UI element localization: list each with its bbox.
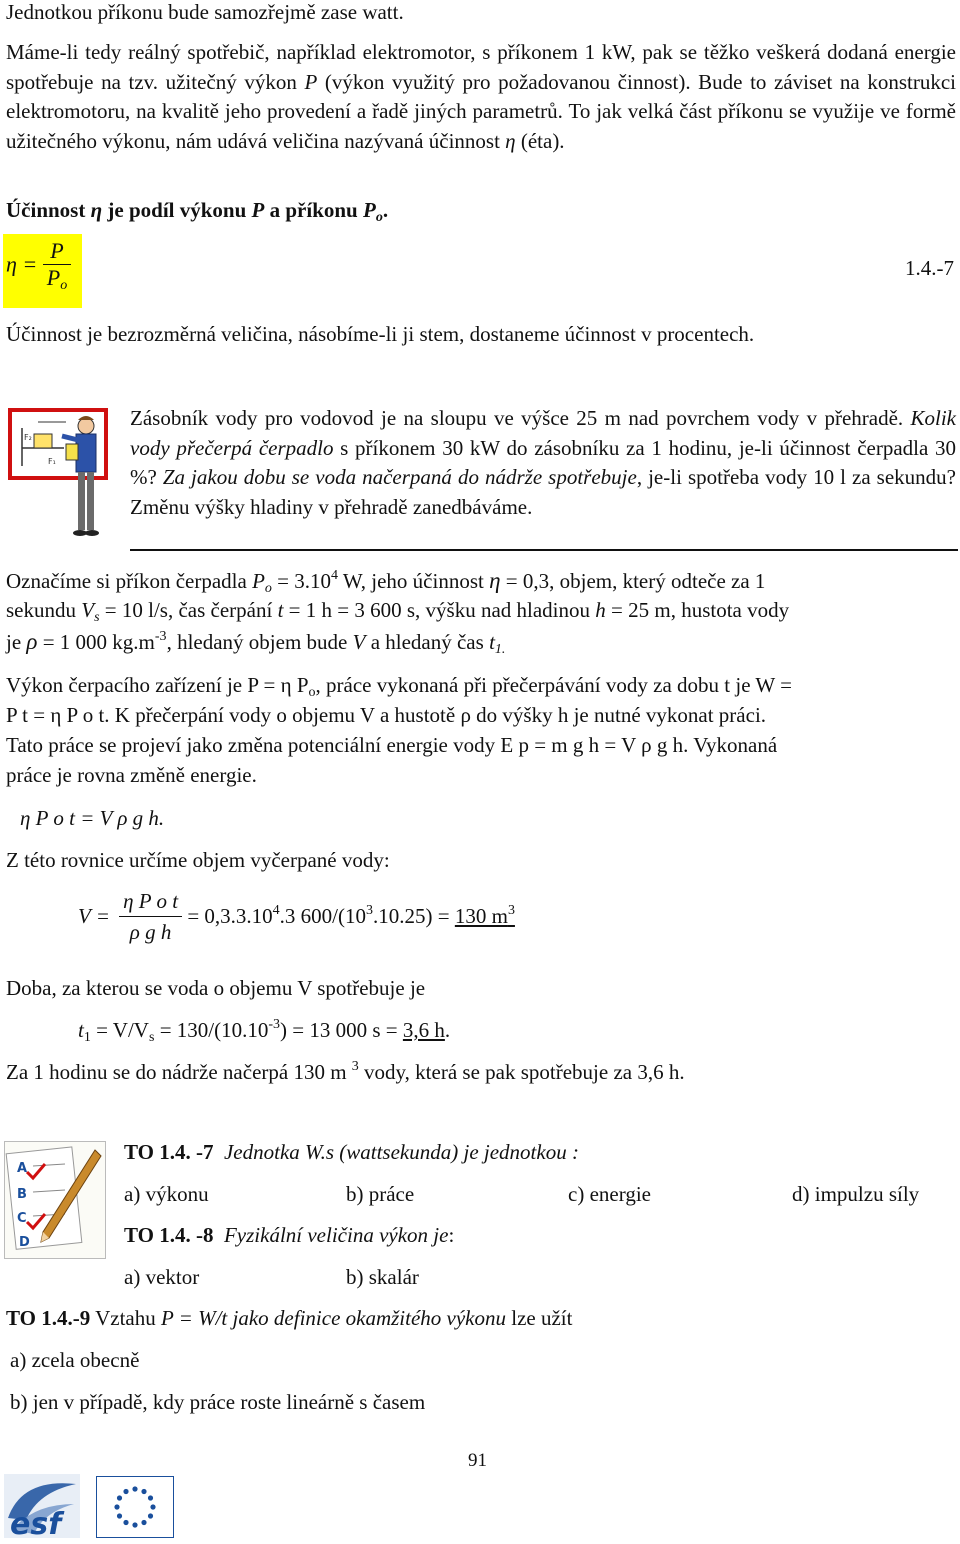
text-run: , práce vykonaná při přečerpávání vody za dobu t je W = xyxy=(315,673,792,697)
power-line-4: práce je rovna změně energie. xyxy=(6,763,257,787)
option-7b[interactable]: b) práce xyxy=(346,1182,415,1206)
denominator: ρ g h xyxy=(129,920,172,944)
equation-number: 1.4.-7 xyxy=(905,256,954,280)
question-label: TO 1.4. -8 xyxy=(124,1223,214,1247)
question-italic: Kolik vody přečerpá čerpadlo xyxy=(130,406,956,460)
superscript: -3 xyxy=(268,1017,281,1032)
subscript: o xyxy=(375,210,383,225)
symbol-h: h xyxy=(595,598,606,622)
text-run: je podíl výkonu xyxy=(102,198,252,222)
question-italic: Za jakou dobu se voda načerpaná do nádrže spotřebuje xyxy=(162,465,637,489)
symbol-V: V xyxy=(352,630,366,654)
equation-lhs: V = xyxy=(78,904,110,928)
text-run: = 25 m, hustota vody xyxy=(605,598,790,622)
text-run: = V/V xyxy=(90,1018,149,1042)
text-run: . xyxy=(382,198,389,222)
text-run: sekundu xyxy=(6,598,82,622)
test-sheet-pencil-icon xyxy=(5,1142,105,1258)
text-run: vody, která se pak spotřebuje za 3,6 h. xyxy=(358,1060,685,1084)
symbol-P: P xyxy=(46,265,61,290)
equation-lhs: η = xyxy=(6,251,38,277)
text-run: .3 600/(10 xyxy=(279,904,366,928)
given-line-1 xyxy=(6,566,956,597)
equation-time xyxy=(78,1016,878,1046)
equation-volume xyxy=(78,886,515,956)
text-run: Vztahu xyxy=(90,1306,161,1330)
symbol-eta: η xyxy=(90,198,103,222)
esf-logo xyxy=(4,1474,80,1538)
text-run: = 1 000 kg.m xyxy=(37,630,155,654)
symbol-P: P xyxy=(252,569,265,593)
option-8a[interactable]: a) vektor xyxy=(124,1265,200,1289)
text-run: .10.25) = xyxy=(373,904,455,928)
text-run: , hledaný objem bude xyxy=(166,630,353,654)
superscript: 3 xyxy=(507,903,515,918)
symbol-V: V xyxy=(81,598,95,622)
text-run: s příkonem 30 kW do zásobníku za 1 hodinu, je-li účinnost čerpadla 30 %? xyxy=(130,435,956,489)
symbol-eta: η xyxy=(505,128,516,153)
svg-text:C: C xyxy=(17,1211,27,1226)
symbol-rho: ρ xyxy=(26,629,38,654)
definition xyxy=(6,196,956,226)
equation-efficiency xyxy=(6,238,71,291)
task-divider xyxy=(130,549,958,551)
power-line-1 xyxy=(6,671,956,701)
paragraph-duration-intro: Doba, za kterou se voda o objemu V spotřebuje je xyxy=(6,976,426,1000)
text-run: , je-li spotřeba vody 10 l za sekundu? Změnu výšky hladiny v přehradě zanedbáváme. xyxy=(130,465,956,519)
equation-rhs xyxy=(187,904,515,928)
text-run: (éta). xyxy=(515,128,565,153)
paragraph-conclusion xyxy=(6,1058,956,1088)
page-number: 91 xyxy=(468,1450,487,1471)
symbol-t: t xyxy=(489,630,495,654)
text-run: . xyxy=(444,1018,451,1042)
symbol-P: P xyxy=(304,69,318,94)
paragraph-efficiency xyxy=(6,38,956,156)
subscript: o xyxy=(308,685,316,700)
subscript: 1. xyxy=(494,642,506,657)
text-run: (výkon využitý pro požadovanou činnost). Bude to záviset na konstrukci elektromotoru, na kvalitě jeho provedení a řadě jiných parametrů. To jak velká část příkonu se využije ve formě užitečného výkonu, nám udává veličina nazývaná účinnost xyxy=(6,69,956,153)
text-run: = 3.10 xyxy=(271,569,331,593)
question-text: P = W/t jako definice okamžitého výkonu xyxy=(160,1306,506,1330)
teacher-at-board-icon xyxy=(8,408,108,540)
superscript: 3 xyxy=(366,903,373,918)
fraction xyxy=(119,886,182,947)
given-line-3 xyxy=(6,627,956,658)
text-run: a hledaný čas xyxy=(365,630,490,654)
symbol-P: P xyxy=(251,198,265,222)
question-text: Jednotka W.s (wattsekunda) je jednotkou : xyxy=(223,1140,579,1164)
eu-flag xyxy=(96,1476,174,1538)
equation-energy-balance: η P o t = V ρ g h. xyxy=(20,806,165,830)
subscript: s xyxy=(94,610,100,625)
symbol-t: t xyxy=(277,598,284,622)
subscript: s xyxy=(148,1030,155,1045)
text-run: Výkon čerpacího zařízení je P = η P xyxy=(6,673,309,697)
option-9b[interactable]: b) jen v případě, kdy práce roste lineárně s časem xyxy=(10,1390,426,1414)
text-run: Za 1 hodinu se do nádrže načerpá 130 m xyxy=(6,1060,352,1084)
text-run: W, jeho účinnost xyxy=(338,569,490,593)
question-label: TO 1.4.-9 xyxy=(6,1306,91,1330)
esf-logo-icon xyxy=(4,1474,80,1538)
text-run: ) = 13 000 s = xyxy=(280,1018,403,1042)
option-7d[interactable]: d) impulzu síly xyxy=(792,1182,920,1206)
svg-text:F₂: F₂ xyxy=(24,433,32,442)
svg-text:D: D xyxy=(19,1235,30,1250)
test-question-7 xyxy=(124,1140,579,1165)
superscript: -3 xyxy=(154,629,167,644)
time-result: 3,6 h xyxy=(402,1018,445,1042)
eu-stars-icon xyxy=(96,1476,174,1538)
text-run: = 130/(10.10 xyxy=(154,1018,269,1042)
denominator xyxy=(43,265,71,291)
option-8b[interactable]: b) skalár xyxy=(346,1265,419,1289)
svg-text:B: B xyxy=(17,1187,27,1202)
text-run: : xyxy=(448,1223,455,1247)
text-run: = 0,3.3.10 xyxy=(187,904,273,928)
intro-sentence: Jednotkou příkonu bude samozřejmě zase watt. xyxy=(6,0,404,24)
question-text: Fyzikální veličina výkon je xyxy=(223,1223,449,1247)
fraction xyxy=(43,238,71,291)
option-7c[interactable]: c) energie xyxy=(568,1182,651,1206)
given-line-2 xyxy=(6,596,956,626)
text-run: = 1 h = 3 600 s, výšku nad hladinou xyxy=(283,598,596,622)
volume-result xyxy=(455,904,515,928)
text-run: 130 m xyxy=(454,904,508,928)
power-line-3: Tato práce se projeví jako změna potenciální energie vody E p = m g h = V ρ g h. Vykonaná xyxy=(6,733,778,757)
svg-text:A: A xyxy=(17,1161,28,1176)
superscript: 3 xyxy=(351,1059,359,1074)
text-run: Účinnost xyxy=(6,198,91,222)
subscript: o xyxy=(264,581,272,596)
svg-text:F₁: F₁ xyxy=(48,457,56,466)
question-label: TO 1.4. -7 xyxy=(124,1140,214,1164)
symbol-eta: η xyxy=(489,568,501,593)
text-run: je xyxy=(6,630,27,654)
numerator: η P o t xyxy=(119,886,182,917)
teacher-illustration xyxy=(8,408,108,540)
text-run: Máme-li tedy reálný spotřebič, například elektromotor, s příkonem 1 kW, pak se těžko veškerá dodaná energie spotřebuje na tzv. užitečný výkon xyxy=(6,40,956,94)
option-9a[interactable]: a) zcela obecně xyxy=(10,1348,140,1372)
task-text xyxy=(130,404,956,522)
text-run: Zásobník vody pro vodovod je na sloupu ve výšce 25 m nad povrchem vody v přehradě. xyxy=(130,406,911,430)
paragraph-volume-intro: Z této rovnice určíme objem vyčerpané vody: xyxy=(6,848,390,872)
symbol-P: P xyxy=(362,198,376,222)
test-illustration xyxy=(4,1141,106,1259)
text-run: = 10 l/s, čas čerpání xyxy=(99,598,278,622)
subscript: o xyxy=(60,278,68,293)
text-run: Označíme si příkon čerpadla xyxy=(6,569,253,593)
text-run: lze užít xyxy=(506,1306,573,1330)
option-7a[interactable]: a) výkonu xyxy=(124,1182,209,1206)
svg-text:esf: esf xyxy=(10,1507,62,1538)
subscript: 1 xyxy=(83,1030,91,1045)
test-question-9 xyxy=(6,1306,572,1331)
paragraph-dimensionless: Účinnost je bezrozměrná veličina, násobíme-li ji stem, dostaneme účinnost v procentech. xyxy=(6,322,755,346)
numerator: P xyxy=(43,238,71,265)
power-line-2: P t = η P o t. K přečerpání vody o objemu V a hustotě ρ do výšky h je nutné vykonat práci. xyxy=(6,703,767,727)
superscript: 4 xyxy=(272,903,280,918)
test-question-8 xyxy=(124,1223,454,1248)
text-run: a příkonu xyxy=(264,198,363,222)
symbol-t: t xyxy=(78,1018,84,1042)
text-run: = 0,3, objem, který odteče za 1 xyxy=(500,569,766,593)
superscript: 4 xyxy=(331,568,338,583)
